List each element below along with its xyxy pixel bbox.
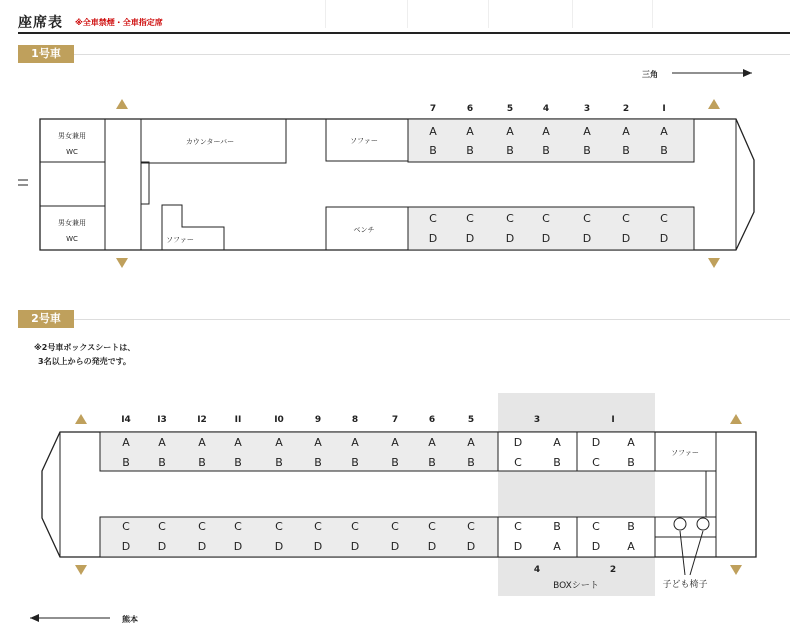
car2-box-seat: C (514, 456, 522, 469)
car2-seat-number: II (234, 415, 242, 425)
car2-seat-a: A (351, 436, 359, 449)
car2-box-seat: B (553, 456, 561, 469)
car2-seat-d: D (157, 540, 167, 553)
title-note: ※全車禁煙・全車指定席 (75, 18, 163, 27)
car1-wc-bottom (40, 206, 105, 250)
car1-counter-label: カウンターバー (185, 138, 235, 146)
car1-seat-b: B (660, 144, 668, 157)
car2-seat-number: 5 (467, 415, 475, 425)
car1-seat-number: 7 (429, 104, 437, 114)
car2-box-number: I (611, 415, 615, 425)
car2-seat-number: I4 (121, 415, 131, 425)
car2-seat-number: 9 (314, 415, 322, 425)
car2-child-seat (674, 518, 686, 530)
car2-box-number: 3 (533, 415, 541, 425)
car2-seat-number: I3 (157, 415, 167, 425)
car2-seat-b: B (198, 456, 206, 469)
car1-sofa-left-label: ソファー (166, 236, 194, 244)
car2-box-seat: B (627, 520, 635, 533)
car2-note-line1: ※2号車ボックスシートは、 (34, 343, 136, 352)
car2-box-number: 4 (533, 565, 541, 575)
car2-note-line2: 3名以上からの発売です。 (38, 357, 131, 366)
car1-seat-c: C (506, 212, 514, 225)
car1-seat-d: D (541, 232, 551, 245)
car2-seat-a: A (275, 436, 283, 449)
car2-seat-a: A (198, 436, 206, 449)
car1-seat-d: D (582, 232, 592, 245)
car1-door-marker (116, 99, 128, 109)
car1-seat-c: C (429, 212, 437, 225)
car2-seat-d: D (350, 540, 360, 553)
car2-seat-c: C (391, 520, 399, 533)
car2-child-seat (697, 518, 709, 530)
page-title: 座席表 (18, 15, 63, 31)
car1-seat-number: 5 (506, 104, 514, 114)
car2-seat-b: B (467, 456, 475, 469)
car2-box-seat: A (553, 540, 561, 553)
car2-box-seat: C (592, 456, 600, 469)
car2-box-seat: D (513, 540, 523, 553)
car1-seat-number: 3 (583, 104, 591, 114)
car2-seat-b: B (428, 456, 436, 469)
car2-label: 2号車 (18, 310, 74, 328)
car2-direction-arrow-head (30, 614, 39, 622)
car2-seat-c: C (428, 520, 436, 533)
car1-wc-bottom-label: 男女兼用 (58, 219, 86, 227)
car2-box-seat: A (627, 540, 635, 553)
car2-seat-b: B (158, 456, 166, 469)
car2-door-marker (75, 565, 87, 575)
car2-box-shade (498, 393, 655, 596)
car1-seat-a: A (583, 125, 591, 138)
car2-seat-c: C (234, 520, 242, 533)
car2-door-marker (730, 565, 742, 575)
car1-seat-b: B (583, 144, 591, 157)
car2-seat-d: D (427, 540, 437, 553)
car2-seat-d: D (233, 540, 243, 553)
car2-box-seat: B (627, 456, 635, 469)
car1-seat-d: D (621, 232, 631, 245)
car2-box-top-right (577, 432, 655, 471)
car2-seat-number: 7 (391, 415, 399, 425)
car2-seat-d: D (390, 540, 400, 553)
car2-sofa-label: ソファー (671, 449, 699, 457)
car2-box-label: BOXシート (553, 581, 599, 591)
car1-door-marker (708, 258, 720, 268)
car2-seat-c: C (158, 520, 166, 533)
car1-bench-label: ベンチ (353, 226, 375, 234)
car1-seat-a: A (660, 125, 668, 138)
car1-seat-c: C (466, 212, 474, 225)
car2-box-top-left (498, 432, 577, 471)
car2-seat-d: D (121, 540, 131, 553)
car1-label: 1号車 (18, 45, 74, 63)
car1-seat-a: A (466, 125, 474, 138)
car1-seat-c: C (622, 212, 630, 225)
car1-seat-b: B (429, 144, 437, 157)
car2-seat-a: A (391, 436, 399, 449)
car1-seat-c: C (542, 212, 550, 225)
car2-seat-a: A (158, 436, 166, 449)
car2-seat-d: D (197, 540, 207, 553)
car1-sofa-right-label: ソファー (350, 137, 378, 145)
car2-seat-number: 6 (428, 415, 436, 425)
car1-wc-top-label: 男女兼用 (58, 132, 86, 140)
car1-seat-b: B (622, 144, 630, 157)
car2-seat-a: A (467, 436, 475, 449)
car2-seat-c: C (351, 520, 359, 533)
car1-seat-d: D (505, 232, 515, 245)
car1-seat-b: B (466, 144, 474, 157)
car1-seat-number: I (662, 104, 666, 114)
car2-seat-a: A (428, 436, 436, 449)
car1-seat-b: B (542, 144, 550, 157)
car1-seat-block-bottom (408, 207, 694, 250)
car1-seat-number: 6 (466, 104, 474, 114)
car2-seat-number: I2 (197, 415, 207, 425)
car2-seat-b: B (351, 456, 359, 469)
car1-wc-top-label: WC (66, 148, 78, 156)
car2-box-seat: C (592, 520, 600, 533)
car1-seat-d: D (659, 232, 669, 245)
car2-child-seat-label: 子ども椅子 (662, 580, 708, 590)
car2-seat-d: D (274, 540, 284, 553)
car2-child-seat-pointer (690, 531, 703, 575)
car2-child-seat-pointer (680, 531, 685, 575)
car2-seat-b: B (275, 456, 283, 469)
car1-door-marker (708, 99, 720, 109)
car2-box-seat: A (627, 436, 635, 449)
car1-seat-b: B (506, 144, 514, 157)
car2-seat-d: D (313, 540, 323, 553)
car1-seat-number: 2 (622, 104, 630, 114)
car2-partition (706, 471, 716, 517)
car2-box-seat: D (591, 540, 601, 553)
car1-seat-number: 4 (542, 104, 550, 114)
car1-seat-d: D (428, 232, 438, 245)
car2-seat-c: C (467, 520, 475, 533)
car2-door-marker (75, 414, 87, 424)
car1-wc-bottom-label: WC (66, 235, 78, 243)
car2-seat-a: A (234, 436, 242, 449)
car2-seat-a: A (314, 436, 322, 449)
car2-box-seat: D (591, 436, 601, 449)
car2-seat-b: B (314, 456, 322, 469)
car2-seat-c: C (198, 520, 206, 533)
car1-seat-c: C (660, 212, 668, 225)
car2-box-seat: B (553, 520, 561, 533)
car2-box-seat: A (553, 436, 561, 449)
car2-seat-b: B (122, 456, 130, 469)
car1-door-marker (116, 258, 128, 268)
car2-direction-label: 熊本 (122, 615, 138, 624)
car1-seat-a: A (429, 125, 437, 138)
car1-seat-block-top (408, 119, 694, 162)
car1-seat-a: A (542, 125, 550, 138)
car2-door-marker (730, 414, 742, 424)
car2-seat-b: B (391, 456, 399, 469)
car2-seat-number: 8 (351, 415, 359, 425)
car1-seat-c: C (583, 212, 591, 225)
car2-box-bottom-left (498, 517, 577, 557)
car2-seat-a: A (122, 436, 130, 449)
car1-seat-a: A (622, 125, 630, 138)
car2-box-seat: C (514, 520, 522, 533)
car2-seat-number: I0 (274, 415, 284, 425)
car2-seat-c: C (314, 520, 322, 533)
car2-box-bottom-right (577, 517, 655, 557)
car2-box-number: 2 (609, 565, 617, 575)
car1-seat-d: D (465, 232, 475, 245)
car2-seat-c: C (275, 520, 283, 533)
car1-seat-a: A (506, 125, 514, 138)
car2-seat-b: B (234, 456, 242, 469)
car2-seat-d: D (466, 540, 476, 553)
car2-box-seat: D (513, 436, 523, 449)
car1-direction-label: 三角 (642, 70, 658, 79)
car1-pillar (141, 162, 149, 204)
car2-seat-c: C (122, 520, 130, 533)
car1-direction-arrow-head (743, 69, 752, 77)
